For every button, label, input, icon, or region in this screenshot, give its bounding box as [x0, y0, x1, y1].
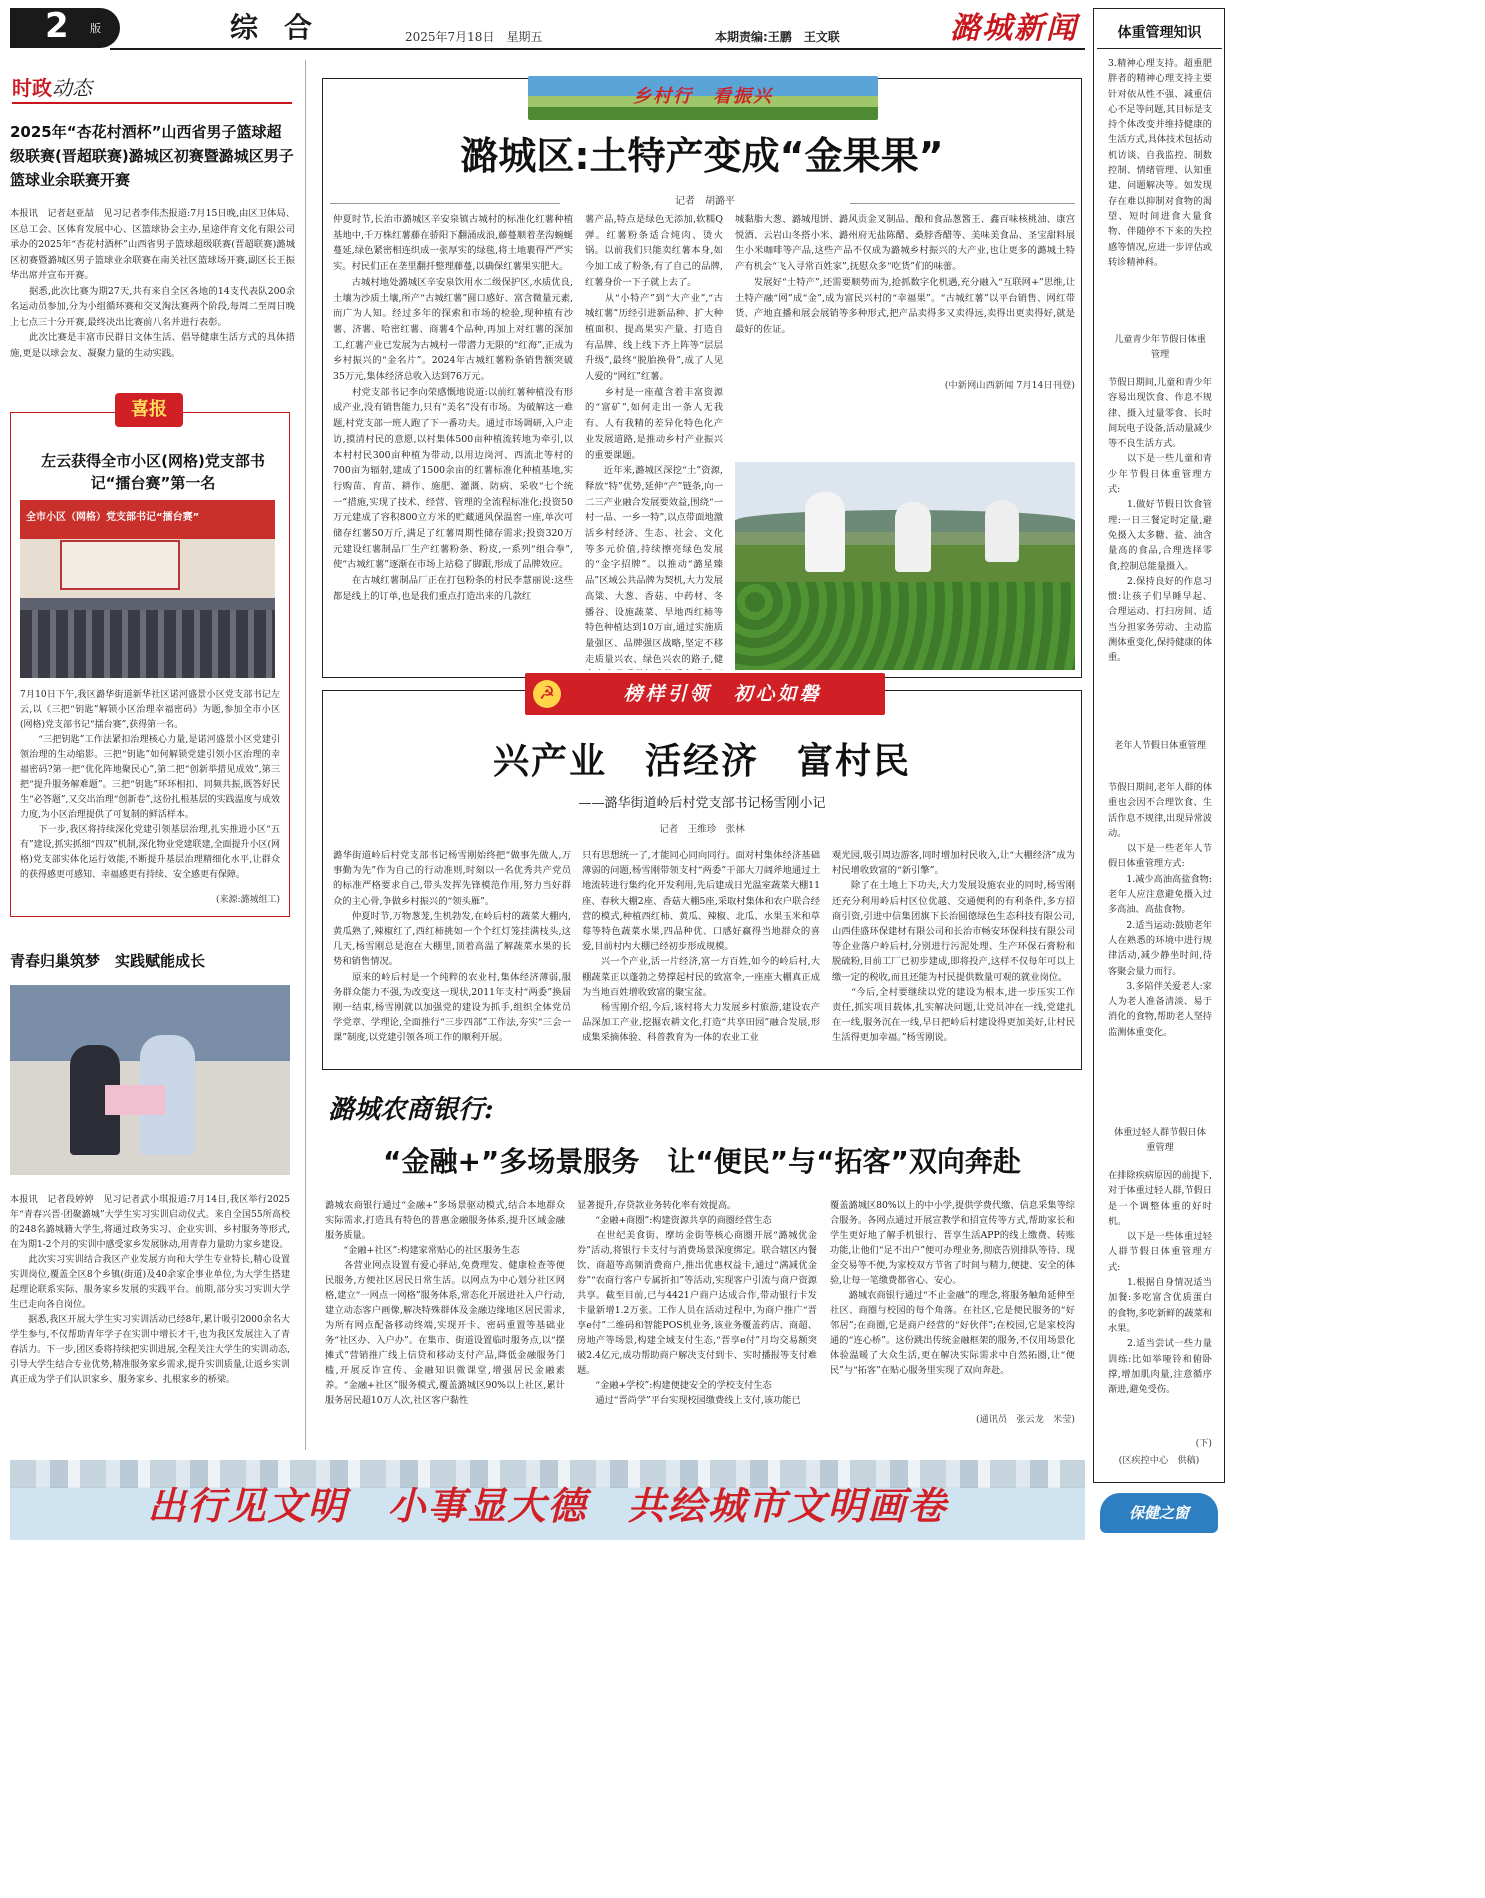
xibao-photo-audience — [20, 610, 275, 678]
issue-date: 2025年7月18日 星期五 — [405, 30, 543, 44]
party-subtitle: ——潞华街道岭后村党支部书记杨雪刚小记 — [578, 796, 826, 811]
children-title: 儿童青少年节假日体重管理 — [1114, 334, 1206, 360]
politics-header-b: 动态 — [52, 76, 92, 100]
bank-title: “金融+”多场景服务 让“便民”与“拓客”双向奔赴 — [383, 1145, 1021, 1178]
xibao-photo-banner: 全市小区（网格）党支部书记“擂台赛” — [26, 512, 200, 523]
left-separator — [305, 60, 306, 1450]
main-col2: 薯产品,特点是绿色无添加,软糯Q弹。红薯粉条适合炖肉、烫火锅。以前我们只能卖红薯本身,如今加工成了粉条,有了自己的品牌,红薯身价一下子就上去了。 从“小特产”到“大产业”,“古城红薯”历经引进新品种、扩大种植面积、提高果实产量、打造自有品牌、线上线下齐上阵等“层层升级”,最终“脱胎换骨”,成了人见人爱的“网红”红薯。 乡村是一座蕴含着丰富资源的“富矿”,如何走出一条人无我有、人有我精的差异化特色化产业发展道路,是推动乡村产业振兴的重要课题。 近年来,潞城区深挖“土”资源,释放“特”优势,延伸“产”链条,向一二三产业融合发展要效益,围绕“一村一品、一乡一特”,以点带面地激活乡村经济、生态、社会、文化等多元价值,持续擦亮绿色发展的“金字招牌”。以推动“潞星臻品”区域公共品牌为契机,大力发展高粱、大葱、香菇、中药材、冬播谷、设施蔬菜、旱地西红柿等特色种植达到10万亩,通过实施质量强区、品牌强区战略,坚定不移走质量兴农、绿色兴农的路子,健 — [585, 214, 723, 665]
farm-photo — [735, 462, 1075, 670]
right-intro: 3.精神心理支持。超重肥胖者的精神心理支持主要针对依从性不强、减重信心不足等问题,其目标是支持个体改变并维持健康的生活方式,具体技术包括动机访谈、自我监控、制数控制、情绪管理、认知重建、问题解决等。如发现存在难以抑制对食物的渴望、短时间进食大量食物、伴随停不下来的失控感等情况,应进一步评估或转诊精神科。 — [1108, 58, 1212, 268]
editors: 本期责编:王鹏 王文联 — [715, 30, 840, 44]
paper-name-logo: 潞城新闻 — [950, 11, 1078, 46]
civility-banner — [10, 1452, 1085, 1540]
right-source: (区疾控中心 供稿) — [1118, 1455, 1200, 1466]
bank-col1: 潞城农商银行通过“金融+”多场景驱动模式,结合本地群众实际需求,打造具有特色的普惠金融服务体系,提升区域金融服务质量。 “金融+社区”:构建家常贴心的社区服务生态 各营业网点设置有爱心驿站,免费理发、健康检查等便民服务,方便社区居民日常生活。以网点为中心划分社区网格,建立“一网点一网格”服务体系,常态化开展进社入户行动,建立动态客户画像,解决特殊群体及金融边缘地区居民需求,为所有网点配备移动终端,实现开卡、密码重置等基础业务“社区办、入户办”。在集市、街道设置临时服务点,以“摆摊式”营销推广线上信贷和移动支付产品,降低金融服务门槛,开展反诈宣传、金融知识微课堂,增强居民金融素养。“金融+社区”服务模式,覆盖潞城区90%以上社区,累计服务居民超10万人次,社区客户黏性 — [325, 1200, 565, 1406]
xibao-badge-text: 喜报 — [131, 399, 167, 420]
health-window-logo-text: 保健之窗 — [1128, 1504, 1189, 1522]
party-col1: 潞华街道岭后村党支部书记杨雪刚始终把“做事先做人,万事勤为先”作为自己的行动准则,时刻以一名优秀共产党员的标准严格要求自己,带头发挥先锋模范作用,努力当好群众的主心骨,争做乡村振兴的“领头雁”。 仲夏时节,万物葱茏,生机勃发,在岭后村的蔬菜大棚内,黄瓜熟了,辣椒红了,西红柿挑如一个个红灯笼挂满枝头,这几天,杨雪刚总是泡在大棚里,顶着高温了解蔬菜水果的长势和销售情况。 原来的岭后村是一个纯粹的农业村,集体经济薄弱,服务群众能力不强,为改变这一现状,2011年支村“两委”换届刚一结束,杨雪刚就以加强党的建设为抓手,组织全体党员学党章、学理论,全面推行“三步四部”工作法,夯实“三会一课”制度,以党建引领各项工作的顺利开展。 — [333, 850, 571, 1044]
health-window-logo — [1100, 1493, 1218, 1533]
main-title: 潞城区:土特产变成“金果果” — [460, 134, 944, 178]
party-byline: 记者 王维珍 张林 — [659, 824, 745, 835]
politics-header-a: 时政 — [12, 76, 52, 100]
rural-banner — [528, 76, 878, 120]
right-heading-rule — [1097, 48, 1222, 49]
politics-header — [12, 74, 292, 104]
main-col1: 仲夏时节,长治市潞城区辛安泉镇古城村的标准化红薯种植基地中,千万株红薯藤在骄阳下翻涌成浪,藤蔓顺着垄沟蜿蜒蔓延,绿色紧密相连织成一张厚实的绿毯,将土地裹得严严实实。村民们正在垄里翻扦整理藤蔓,以确保红薯果实肥大。 古城村地处潞城区辛安泉饮用水二级保护区,水质优良,土壤为沙质土壤,所产“古城红薯”圆口感好、富含微量元素,而广为人知。经过多年的探索和市场的检验,现种植有沙薯、济薯、哈密红薯、商薯4个品种,再加上对红薯的深加工,红薯产业已发展为古城村一带潜力无限的“红海”,正成为乡村振兴的“金名片”。2024年古城红薯粉条销售额突破35万元,集体经济总收入达到76万元。 村党支部书记李向荣感慨地说道:以前红薯种植没有形成产业,没有销售能力,只有“美名”没有市场。为破解这一难题,村党支部一班人跑了下一番功夫。通过市场调研,入户走访,摸清村民的意愿,以村集体500亩种植流转地为牵引,以本村村民300亩种植为带动,以用边岗河、西流北等村的700亩为辐射,建成了1500余亩的红薯标准化种植基地,实行购苗、育苗、耕作、施肥、灌溉、防病、采收“七个统一”措施,实现了技术、经营、管理的全流程标准化;投资50万元建成了容积800立方米的贮藏通风保温窖一座,单次可储存红薯50万斤,满足了红薯周期性储存需求;投资320万元建设红薯制品厂生产红薯粉条、粉皮,一系列“组合拳”,使“古城红薯”逐渐在市场上站稳了脚跟,形成了品牌效应。 在古城红薯制品厂正在打包粉条的村民李慧丽说:这些都是线上的订单,也是我们重点打造出来的几款红 — [333, 214, 573, 602]
bank-kicker: 潞城农商银行: — [328, 1095, 494, 1125]
masthead-rule — [110, 48, 1085, 50]
farm-photo-person-c — [985, 500, 1019, 562]
farm-photo-person-a — [805, 492, 845, 572]
article1-body: 本报讯 记者赵亚喆 见习记者李伟杰报道:7月15日晚,由区卫体局、区总工会、区体育发展中心、区篮球协会主办,星途伴育文化有限公司承办的2025年“杏花村酒杯”山西省男子篮球超级联赛(晋超联赛)潞城区初赛暨潞城区男子篮球业余联赛在南关社区篮球场开赛,副区长王振华出席并宣布开赛。 据悉,此次比赛为期27天,共有来自全区各地的14支代表队200余名运动员参加,分为小组循环赛和交叉淘汰赛两个阶段,每周二至周日晚上七点三十分开赛,最终决出比赛前八名并进行表彰。 此次比赛是丰富市民群日文体生活、倡导健康生活方式的具体措施,更是以球会友、凝聚力量的生动实践。 — [10, 208, 295, 359]
youth-title: 青春归巢筑梦 实践赋能成长 — [10, 952, 206, 970]
xibao-badge — [115, 393, 183, 427]
xibao-photo-screen — [60, 540, 180, 590]
xibao-photo — [20, 500, 275, 678]
bank-col3: 覆盖潞城区80%以上的中小学,提供学费代缴、信息采集等综合服务。各网点通过开展宣教学和招宣传等方式,帮助家长和学生更好地了解手机银行、晋享生活APP的线上缴费、转账功能,让他们“足不出户”便可办理业务,彻底告别排队等待、现金交易等不便,为家校双方节省了时间与精力,便捷、安全的体验,让每一笔缴费都省心、安心。 潞城农商银行通过“不止金融”的理念,将服务触角延伸至社区、商圈与校园的每个角落。在社区,它是便民服务的“好邻居”;在商圈,它是商户经营的“好伙伴”;在校园,它是家校沟通的“连心桥”。这份跳出传统金融框架的服务,不仅用场景化体验温暖了大众生活,更在解决实际需求中自然拓圈,让“便民”与“拓客”在贴心服务里实现了双向奔赴。 — [830, 1200, 1075, 1376]
bank-source: (通讯员 张云龙 米莹) — [975, 1414, 1075, 1425]
xibao-source: (来源:潞城组工) — [215, 895, 280, 905]
page-number: 2 — [45, 6, 69, 46]
article1-title: 2025年“杏花村酒杯”山西省男子篮球超级联赛(晋超联赛)潞城区初赛暨潞城区男子篮球业余联赛开赛 — [10, 123, 294, 189]
overweight-body: 在排除疾病原因的前提下,对于体重过轻人群,节假日是一个调整体重的好时机。 以下是一些体重过轻人群节假日体重管理方式: 1.根据自身情况适当加餐:多吃富含优质蛋白的食物,多吃新鲜的蔬菜和水果。 2.适当尝试一些力量训练:比如举哑铃和俯卧撑,增加肌肉量,注意循序渐进,避免受伤。 — [1108, 1170, 1212, 1396]
party-emblem-icon: ☭ — [533, 680, 561, 708]
party-col3: 观光园,吸引周边游客,同时增加村民收入,让“大棚经济”成为村民增收致富的“新引擎”。 除了在土地上下功夫,大力发展设施农业的同时,杨雪刚还充分利用岭后村区位优越、交通便利的有利条件,多方招商引资,引进中信集团旗下长治圆德绿色生态科技有限公司,山西佳盛环保建材有限公司和长治市畅安环保科技有限公司等企业落户岭后村,分别进行污泥处理、生产环保石膏粉和脱硫粉,目前工厂已初步建成,即将投产,这样不仅每年可以上缴一定的税收,而且还能为村民提供数量可观的就业岗位。 “今后,全村要继续以党的建设为根本,进一步压实工作责任,抓实项目载体,扎实解决问题,让党员冲在一线,党建扎在一线,服务沉在一线,早日把岭后村建设得更加美好,让村民生活得更加幸福。”杨雪刚说。 — [832, 850, 1075, 1044]
right-heading: 体重管理知识 — [1117, 25, 1202, 41]
main-byline: 记者 胡潞平 — [675, 196, 735, 207]
main-byline-rule-r — [850, 203, 1075, 204]
main-byline-rule — [330, 203, 560, 204]
youth-body: 本报讯 记者段婷婷 见习记者武小琪报道:7月14日,我区举行2025年“青春兴晋·团聚潞城”大学生实习实训启动仪式。来自全国55所高校的248名潞城籍大学生,将通过政务实习、企业实训、乡村服务等形式,在为期1-2个月的实训中感受家乡发展脉动,用青春力量助力家乡建设。 此次实习实训结合我区产业发展方向和大学生专业特长,精心设置实训岗位,覆盖全区8个乡镇(街道)及40余家企事业单位,为大学生搭建起理论联系实际、服务家乡发展的实践平台。前期,部分实习实训大学生已走向各自岗位。 据悉,我区开展大学生实习实训活动已经8年,累计吸引2000余名大学生参与,不仅帮助青年学子在实训中增长才干,也为我区发展注入了青春活力。下一步,团区委将持续把实训进展,全程关注大学生的实训动态,引导大学生结合专业优势,精准服务家乡需求,提升实训质量,让返乡实训真正成为学子们认识家乡、服务家乡、扎根家乡的桥梁。 — [10, 1195, 290, 1385]
bank-col2: 显著提升,存贷款业务转化率有效提高。 “金融+商圈”:构建资源共享的商圈经营生态 在世纪美食街、摩坊金街等核心商圈开展“潞城优金券”活动,将银行卡支付与消费场景深度绑定。联合辖区内餐饮、商超等高频消费商户,推出优惠权益卡,通过“满减优金券”“农商行客户专属折扣”等活动,实现客户引流与商户资源共享。截至目前,已与4421户商户达成合作,带动银行卡发卡量新增1.2万张。工作人员在活动过程中,为商户推广“晋享e付”二维码和智能POS机业务,该业务覆盖药店、商超、房地产等场景,构建全域支付生态,“晋享e付”月均交易额突破2.4亿元,成功帮助商户解决支付到卡、实时播报等支付难题。 “金融+学校”:构建便捷安全的学校支付生态 通过“晋尚学”平台实现校园缴费线上支付,该功能已 — [577, 1200, 817, 1406]
xibao-title: 左云获得全市小区(网格)党支部书记“擂台赛”第一名 — [41, 452, 265, 492]
elderly-title: 老年人节假日体重管理 — [1114, 740, 1206, 751]
page-label: 版 — [90, 22, 101, 35]
elderly-body: 节假日期间,老年人群的体重也会因不合理饮食、生活作息不规律,出现异常波动。 以下是一些老年人节假日体重管理方式: 1.减少高油高盐食物:老年人应注意避免摄入过多高油、高盐食物。 2.适当运动:鼓励老年人在熟悉的环境中进行规律活动,减少静坐时间,待客聚会量力而行。 3.多陪伴关爱老人:家人为老人准备清淡、易于消化的食物,帮助老人坚持监测体重变化。 — [1108, 782, 1212, 1038]
main-col3: 城黏脂大葱、潞城甩饼、潞风贡金叉制品、酿和食品葱酱王、鑫百味核桃油、康宫悦酒、云岩山冬搭小米、潞州府无盐陈醋、桑脖香醋等、美味美食品、圣宝甜料展生小米咖啡等产品,这些产品不仅成为潞城乡村振兴的大产业,也让更多的潞城土特产有机会“飞入寻常百姓家”,抚慰众多“吃货”们的味蕾。 发展好“土特产”,还需要顺势而为,抢抓数字化机遇,充分融入“互联网+”思维,让土特产融“网”成“金”,成为富民兴村的“幸福果”。“古城红薯”以平台销售、网红带货、产地直播和展会展销等多种形式,把产品卖得多又卖得远,卖得出更卖得好,就是最好的佐证。 — [735, 214, 1075, 335]
children-body: 节假日期间,儿童和青少年容易出现饮食、作息不规律、摄入过量零食、长时间玩电子设备,活动量减少等不良生活方式。 以下是一些儿童和青少年节假日体重管理方式: 1.做好节假日饮食管理:一日三餐定时定量,避免摄入太多糖、盐、油含量高的食品,合理选择零食,控制总能量摄入。 2.保持良好的作息习惯:让孩子们早睡早起、合理运动、打扫房间、适当分担家务劳动、主动监测体重变化,保持健康的体重。 — [1108, 377, 1212, 664]
overweight-title: 体重过轻人群节假日体重管理 — [1114, 1127, 1206, 1153]
youth-photo — [10, 985, 290, 1175]
politics-header-underline — [12, 102, 292, 104]
xibao-body: 7月10日下午,我区潞华街道新华社区诺河盛景小区党支部书记左云,以《三把“钥匙”解锁小区治理幸福密码》为题,参加全市小区(网格)党支部书记“擂台赛”,获得第一名。 “三把钥匙”工作法紧扣治理核心力量,是诺河盛景小区党建引领治理的生动缩影。三把“钥匙”如何解锁党建引领小区治理的幸福密码?第一把“优化阵地聚民心”,第二把“创新举措见成效”,第三把“提升服务解难题”。三把“钥匙”环环相扣、同频共振,既答好民生“必答题”,又交出治理“创新卷”,这份扎根基层的实践温度与成效力度,为小区治理提供了可复制的鲜活样本。 下一步,我区将持续深化党建引领基层治理,扎实推进小区“五有”建设,抓实抓细“四双”机制,深化物业党建联建,全面提升小区(网格)党支部实体化运行效能,不断提升基层治理精细化水平,让群众的获得感更可感知、幸福感更有持续、安全感更有保障。 — [20, 690, 280, 880]
party-col2: 只有思想统一了,才能同心同向同行。面对村集体经济基础薄弱的问题,杨雪刚带领支村“两委”干部大刀阔斧地通过土地流转进行集约化开发利用,先后建成日光温室蔬菜大棚11座、春秋大棚2座、香菇大棚5座,采取村集体和农户联合经营的模式,种植西红柿、黄瓜、辣椒、北瓜、水果玉米和草莓等特色蔬菜水果,四品种优、口感好赢得当地群众的喜爱,目前村内大棚已经初步形成规模。 兴一个产业,活一片经济,富一方百姓,如今的岭后村,大棚蔬菜正以蓬勃之势撑起村民的致富伞,一座座大棚真正成为当地百姓增收致富的聚宝盆。 杨雪刚介绍,今后,该村将大力发展乡村旅游,建设农产品深加工产业,挖掘农耕文化,打造“共享田园”融合发展,形成集采摘体验、科普教育为一体的农业工业 — [582, 850, 820, 1044]
youth-photo-document — [105, 1085, 165, 1115]
section-name: 综合 — [230, 11, 339, 44]
party-title: 兴产业 活经济 富村民 — [492, 741, 911, 782]
rural-banner-text: 乡村行 看振兴 — [633, 86, 773, 107]
party-banner-text: 榜样引领 初心如磐 — [623, 683, 822, 705]
right-continued: (下) — [1195, 1438, 1212, 1449]
main-source: (中新网山西新闻 7月14日刊登) — [944, 380, 1075, 391]
civility-slogan: 出行见文明 小事显大德 共绘城市文明画卷 — [147, 1483, 948, 1528]
party-banner — [525, 673, 885, 715]
farm-photo-person-b — [895, 502, 931, 572]
farm-photo-crops — [735, 582, 1075, 670]
